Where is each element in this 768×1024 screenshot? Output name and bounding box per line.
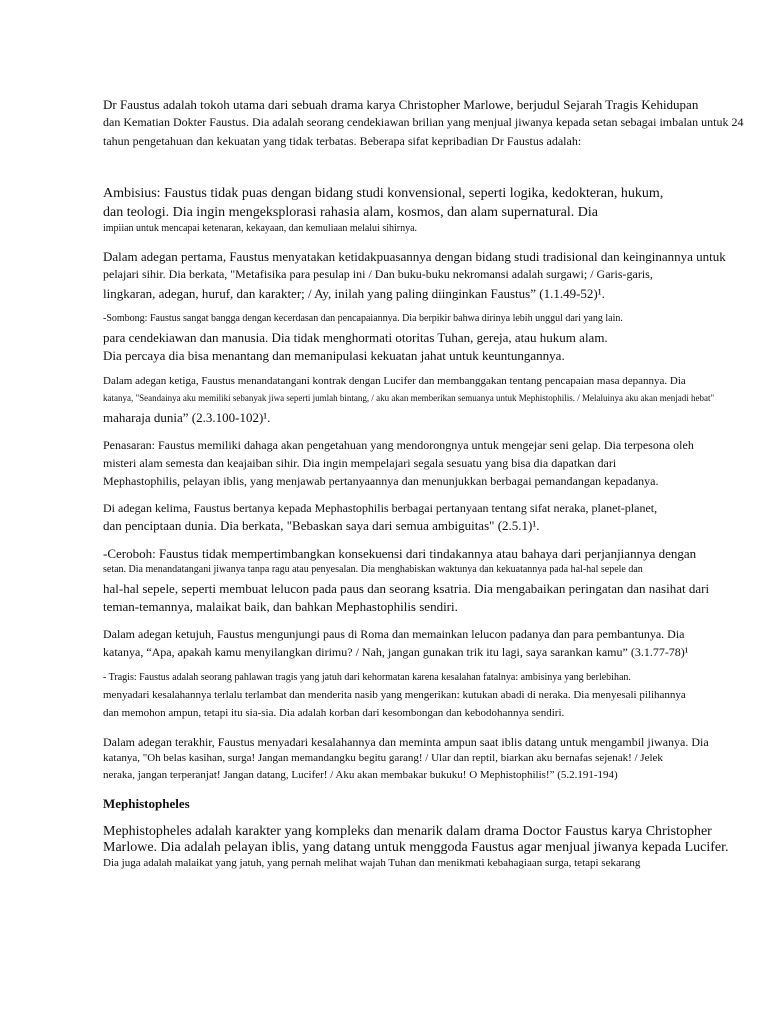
- ambisius-line-3: impiian untuk mencapai ketenaran, kekayaan, dan kemuliaan melalui sihirnya.: [103, 223, 418, 234]
- sombong-line-3: Dia percaya dia bisa menantang dan memanipulasi kekuatan jahat untuk keuntungannya.: [103, 348, 565, 363]
- adegan-ketiga-line-3: maharaja dunia” (2.3.100-102)¹.: [103, 410, 271, 425]
- sombong-line-2: para cendekiawan dan manusia. Dia tidak menghormati otoritas Tuhan, gereja, atau hukum alam.: [103, 330, 608, 345]
- ceroboh-line-4: teman-temannya, malaikat baik, dan bahkan Mephastophilis sendiri.: [103, 599, 458, 614]
- adegan-pertama-line-2: pelajari sihir. Dia berkata, "Metafisika para pesulap ini / Dan buku-buku nekromansi adalah surgawi; / Garis-garis,: [103, 267, 653, 281]
- mephisto-line-1: Mephistopheles adalah karakter yang kompleks dan menarik dalam drama Doctor Faustus karya Christopher: [103, 824, 712, 839]
- intro-line-1: Dr Faustus adalah tokoh utama dari sebuah drama karya Christopher Marlowe, berjudul Sejarah Tragis Kehidupan: [103, 97, 699, 112]
- adegan-kelima-line-2: dan penciptaan dunia. Dia berkata, "Bebaskan saya dari semua ambiguitas" (2.5.1)¹.: [103, 518, 540, 533]
- intro-line-3: tahun pengetahuan dan kekuatan yang tidak terbatas. Beberapa sifat kepribadian Dr Faustus adalah:: [103, 134, 582, 148]
- tragis-line-3: dan memohon ampun, tetapi itu sia-sia. Dia adalah korban dari kesombongan dan kebodohannya sendiri.: [103, 707, 565, 719]
- tragis-line-1: - Tragis: Faustus adalah seorang pahlawan tragis yang jatuh dari kehormatan karena kesalahan fatalnya: ambisinya yang berlebihan.: [103, 672, 631, 683]
- adegan-pertama-line-1: Dalam adegan pertama, Faustus menyatakan ketidakpuasannya dengan bidang studi tradisional dan keinginannya untuk: [103, 249, 726, 264]
- penasaran-line-3: Mephastophilis, pelayan iblis, yang menjawab pertanyaannya dan menunjukkan berbagai pemandangan kepadanya.: [103, 474, 659, 488]
- mephisto-line-2: Marlowe. Dia adalah pelayan iblis, yang datang untuk menggoda Faustus agar menjual jiwanya kepada Lucifer.: [103, 840, 729, 855]
- adegan-ketujuh-line-2: katanya, “Apa, apakah kamu menyilangkan dirimu? / Nah, jangan gunakan trik itu lagi, saya sarankan kamu” (3.1.77-78)¹: [103, 645, 689, 659]
- adegan-pertama-line-3: lingkaran, adegan, huruf, dan karakter; / Ay, inilah yang paling diinginkan Faustus” (1.1.49-52)¹.: [103, 286, 605, 301]
- section-heading: Mephistopheles: [103, 796, 190, 811]
- adegan-ketiga-line-1: Dalam adegan ketiga, Faustus menandatangani kontrak dengan Lucifer dan membanggakan tentang pencapaian masa depannya. Dia: [103, 375, 686, 387]
- adegan-terakhir-line-2: katanya, "Oh belas kasihan, surga! Jangan memandangku begitu garang! / Ular dan reptil, biarkan aku bernafas sejenak! / Jelek: [103, 752, 663, 764]
- ambisius-line-1: Ambisius: Faustus tidak puas dengan bidang studi konvensional, seperti logika, kedokteran, hukum,: [103, 186, 664, 201]
- sombong-line-1: -Sombong: Faustus sangat bangga dengan kecerdasan dan pencapaiannya. Dia berpikir bahwa dirinya lebih unggul dari yang lain.: [103, 313, 623, 324]
- tragis-line-2: menyadari kesalahannya terlalu terlambat dan menderita nasib yang mengerikan: kutukan abadi di neraka. Dia menyesali pilihannya: [103, 689, 686, 701]
- ceroboh-line-1: -Ceroboh: Faustus tidak mempertimbangkan konsekuensi dari tindakannya atau bahaya dari perjanjiannya dengan: [103, 546, 697, 561]
- adegan-terakhir-line-1: Dalam adegan terakhir, Faustus menyadari kesalahannya dan meminta ampun saat iblis datang untuk mengambil jiwanya. Dia: [103, 735, 709, 749]
- ambisius-line-2: dan teologi. Dia ingin mengeksplorasi rahasia alam, kosmos, dan alam supernatural. Dia: [103, 205, 598, 220]
- penasaran-line-2: misteri alam semesta dan keajaiban sihir. Dia ingin mempelajari segala sesuatu yang bisa dia dapatkan dari: [103, 456, 617, 470]
- ceroboh-line-3: hal-hal sepele, seperti membuat lelucon pada paus dan seorang ksatria. Dia mengabaikan peringatan dan nasihat dari: [103, 581, 710, 596]
- adegan-ketiga-line-2: katanya, "Seandainya aku memiliki sebanyak jiwa seperti jumlah bintang, / aku akan memberikan semuanya untuk Mephistophilis. / Melaluinya aku akan menjadi hebat": [103, 393, 715, 403]
- adegan-kelima-line-1: Di adegan kelima, Faustus bertanya kepada Mephastophilis berbagai pertanyaan tentang sifat neraka, planet-planet,: [103, 501, 658, 515]
- adegan-ketujuh-line-1: Dalam adegan ketujuh, Faustus mengunjungi paus di Roma dan memainkan lelucon padanya dan para pembantunya. Dia: [103, 627, 685, 641]
- adegan-terakhir-line-3: neraka, jangan terperanjat! Jangan datang, Lucifer! / Aku akan membakar bukuku! O Mephistophilis!” (5.2.191-194): [103, 769, 618, 781]
- intro-line-2: dan Kematian Dokter Faustus. Dia adalah seorang cendekiawan brilian yang menjual jiwanya kepada setan sebagai imbalan untuk 24: [103, 115, 744, 129]
- mephisto-line-3: Dia juga adalah malaikat yang jatuh, yang pernah melihat wajah Tuhan dan menikmati kebahagiaan surga, tetapi sekarang: [103, 857, 641, 869]
- ceroboh-line-2: setan. Dia menandatangani jiwanya tanpa ragu atau penyesalan. Dia menghabiskan waktunya dan kekuatannya pada hal-hal sepele dan: [103, 564, 643, 575]
- penasaran-line-1: Penasaran: Faustus memiliki dahaga akan pengetahuan yang mendorongnya untuk mengejar seni gelap. Dia terpesona oleh: [103, 438, 694, 452]
